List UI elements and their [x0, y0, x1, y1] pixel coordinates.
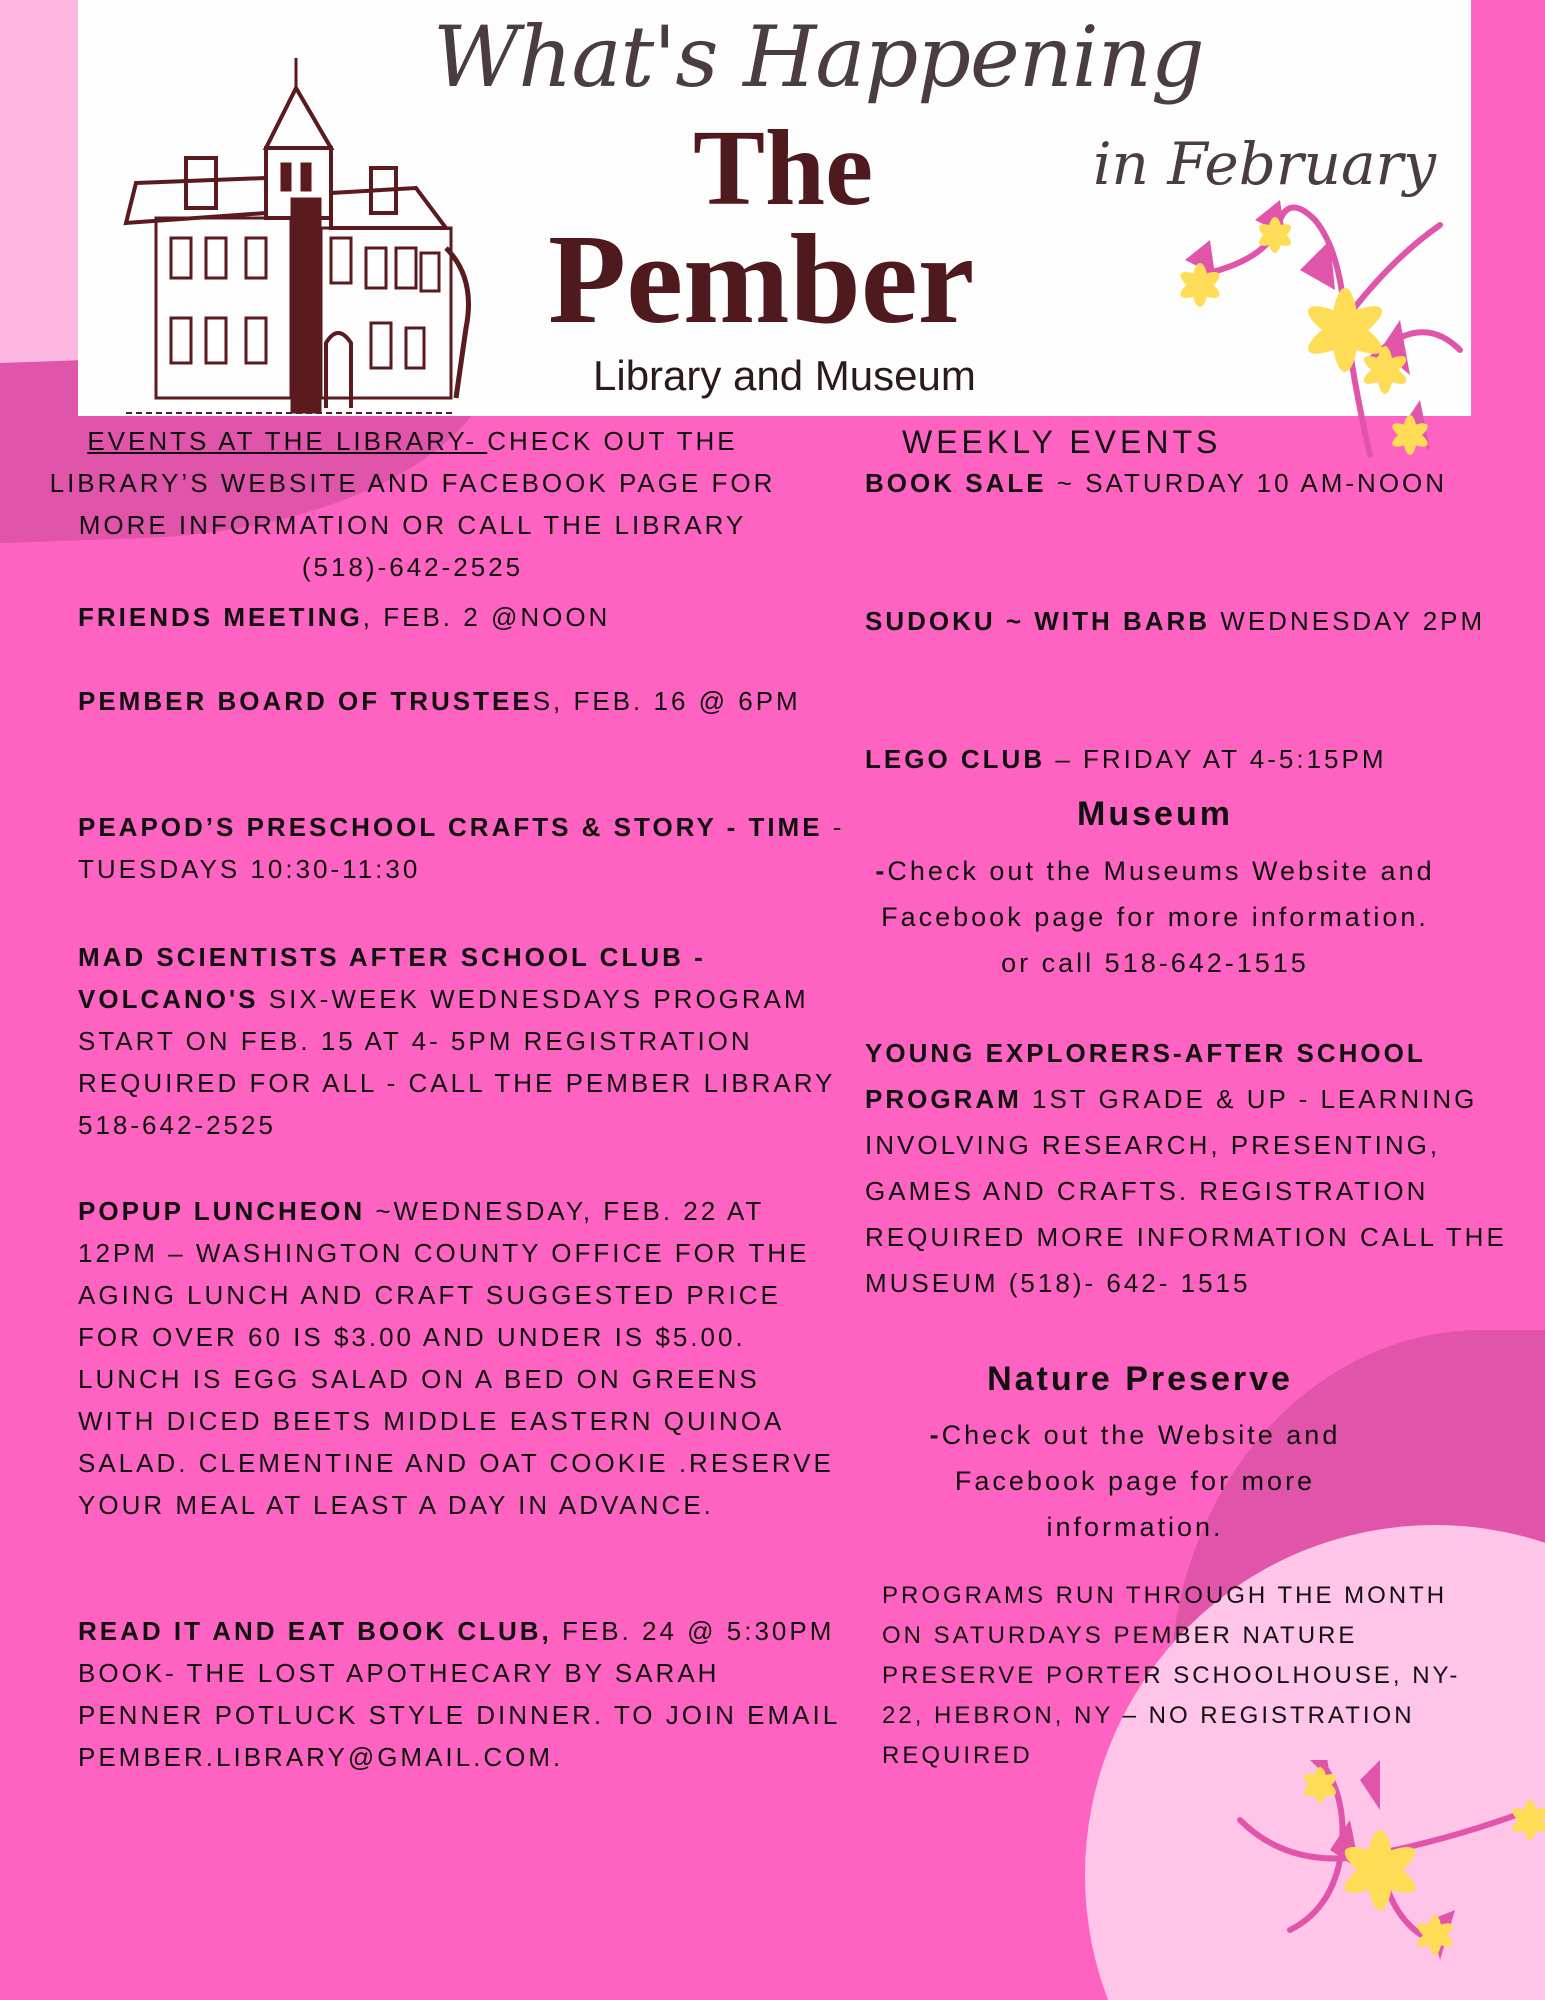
event-mad-scientists [78, 936, 848, 1146]
event-details: S, FEB. 16 @ 6PM [532, 686, 801, 716]
event-title: READ IT AND EAT BOOK CLUB, [78, 1616, 552, 1646]
library-intro [45, 420, 780, 588]
event-details: ~WEDNESDAY, FEB. 22 AT 12PM – WASHINGTON COUNTY OFFICE FOR THE AGING LUNCH AND CRAFT SUGGESTED PRICE FOR OVER 60 IS $3.00 AND UNDER IS $5.00. LUNCH IS EGG SALAD ON A BED ON GREENS WITH DICED BEETS MIDDLE EASTERN QUINOA SALAD. CLEMENTINE AND OAT COOKIE .RESERVE YOUR MEAL AT LEAST A DAY IN ADVANCE. [78, 1196, 834, 1520]
nature-preserve-heading: Nature Preserve [987, 1360, 1293, 1398]
program-title: YOUNG EXPLORERS-AFTER SCHOOL PROGRAM [865, 1038, 1426, 1114]
weekly-details: WEDNESDAY 2PM [1210, 606, 1486, 636]
dash: - [875, 856, 888, 886]
event-details: FEB. 24 @ 5:30PM BOOK- THE LOST APOTHECARY BY SARAH PENNER POTLUCK STYLE DINNER. TO JOIN EMAIL PEMBER.LIBRARY@GMAIL.COM. [78, 1616, 840, 1772]
museum-description [865, 848, 1445, 986]
event-title: FRIENDS MEETING [78, 602, 363, 632]
weekly-lego-club [865, 736, 1525, 782]
nature-preserve-description [865, 1412, 1405, 1550]
header-script-subtitle: in February [1093, 130, 1437, 198]
logo-the: The [693, 109, 874, 228]
event-title: PEMBER BOARD OF TRUSTEE [78, 686, 533, 716]
event-popup-luncheon [78, 1190, 848, 1526]
event-read-it-and-eat [78, 1610, 848, 1778]
event-title: PEAPOD’S PRESCHOOL CRAFTS & STORY - TIME [78, 812, 823, 842]
event-details: SIX-WEEK WEDNESDAYS PROGRAM START ON FEB. 15 AT 4- 5PM REGISTRATION REQUIRED FOR ALL - CALL THE PEMBER LIBRARY 518-642-2525 [78, 984, 835, 1140]
weekly-events-title: WEEKLY EVENTS [902, 424, 1222, 460]
library-intro-heading: EVENTS AT THE LIBRARY- [87, 426, 488, 456]
weekly-sudoku [865, 598, 1525, 644]
logo-subtitle: Library and Museum [593, 352, 976, 399]
weekly-title: SUDOKU ~ WITH BARB [865, 606, 1211, 636]
nature-programs-text: PROGRAMS RUN THROUGH THE MONTH ON SATURDAYS PEMBER NATURE PRESERVE PORTER SCHOOLHOUSE, NY-22, HEBRON, NY – NO REGISTRATION REQUIRED [882, 1582, 1461, 1769]
event-details: - TUESDAYS 10:30-11:30 [78, 812, 845, 884]
weekly-book-sale [865, 460, 1525, 506]
museum-young-explorers [865, 1030, 1525, 1306]
background-shape-light [0, 0, 90, 370]
logo-pember: Pember [548, 208, 975, 350]
weekly-details: ~ SATURDAY 10 AM-NOON [1046, 468, 1448, 498]
museum-description-text: Check out the Museums Website and Facebook page for more information. or call 518-642-1515 [881, 856, 1435, 978]
program-details: 1ST GRADE & UP - LEARNING INVOLVING RESEARCH, PRESENTING, GAMES AND CRAFTS. REGISTRATION REQUIRED MORE INFORMATION CALL THE MUSEUM (518)- 642- 1515 [865, 1084, 1507, 1298]
weekly-details: – FRIDAY AT 4-5:15PM [1045, 744, 1387, 774]
weekly-title: LEGO CLUB [865, 744, 1046, 774]
museum-heading: Museum [1077, 795, 1233, 833]
library-intro-text: CHECK OUT THE LIBRARY’S WEBSITE AND FACEBOOK PAGE FOR MORE INFORMATION OR CALL THE LIBRARY (518)-642-2525 [49, 426, 776, 582]
event-friends-meeting [78, 596, 848, 638]
event-title: MAD SCIENTISTS AFTER SCHOOL CLUB - VOLCANO'S [78, 942, 706, 1014]
nature-description-text: Check out the Website and Facebook page for more information. [941, 1420, 1341, 1542]
event-title: POPUP LUNCHEON [78, 1196, 366, 1226]
event-details: , FEB. 2 @NOON [362, 602, 611, 632]
event-peapod-preschool [78, 806, 848, 890]
header-script-title: What's Happening [433, 8, 1204, 106]
event-board-of-trustees [78, 680, 848, 722]
weekly-title: BOOK SALE [865, 468, 1047, 498]
dash: - [929, 1420, 942, 1450]
flower-decoration-bottom-icon [1230, 1760, 1545, 2000]
